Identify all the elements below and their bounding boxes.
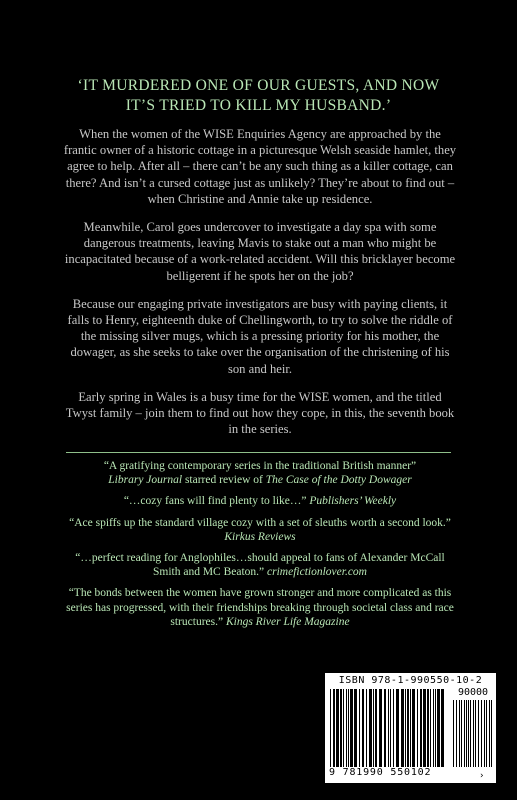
review-2 (62, 494, 458, 508)
barcode-bar (491, 700, 492, 767)
review-quote: “…perfect reading for Anglophiles…should appeal to fans of Alexander McCall Smith and MC Beaton.” (75, 552, 445, 579)
barcode-bar (484, 700, 485, 767)
barcode-bar (348, 689, 349, 767)
review-3 (62, 516, 458, 544)
barcode-bar (393, 689, 394, 767)
barcode-bar (369, 689, 372, 767)
review-1 (62, 459, 458, 487)
price-code: 90000 (457, 687, 489, 698)
ean-digits: 9 781990 550102 (329, 767, 432, 778)
barcode-bar (430, 689, 431, 767)
review-source: Kirkus Reviews (224, 530, 296, 543)
tagline-line-2: IT’S TRIED TO KILL MY HUSBAND.’ (125, 97, 392, 114)
barcode-bar (401, 689, 404, 767)
barcode-bar (420, 689, 422, 767)
barcode-bar (379, 689, 382, 767)
barcode-bar (366, 689, 367, 767)
barcode-bars (329, 689, 447, 767)
isbn-barcode (325, 673, 496, 783)
barcode-bar (410, 689, 411, 767)
review-quote: “The bonds between the women have grown stronger and more complicated as this series has progressed, with their friendships breaking through societal class and race structures.” (66, 587, 454, 628)
barcode-bar (478, 700, 479, 767)
review-5 (62, 586, 458, 629)
barcode-bar (346, 689, 347, 767)
barcode-bar (343, 689, 344, 767)
barcode-bar (473, 700, 474, 767)
blurb-paragraph-1: When the women of the WISE Enquiries Agency are approached by the frantic owner of a historic cottage in a picturesque Welsh seaside hamlet, they agree to help. After all – there can’t be any such thing as a killer cottage, can there? And isn’t a cursed cottage just as unlikely? They’re about to find out – when Christine and Annie take up residence. (63, 127, 457, 206)
barcode-bar (407, 689, 409, 767)
barcode-bar (384, 689, 386, 767)
review-book-title: The Case of the Dotty Dowager (265, 474, 412, 487)
review-middle: starred review of (182, 474, 266, 487)
barcode-bar (359, 689, 360, 767)
barcode-bar (481, 700, 482, 767)
review-quote: “…cozy fans will find plenty to like…” (123, 495, 310, 508)
barcode-bar (461, 700, 462, 767)
barcode-bar (388, 689, 389, 767)
barcode-bar (417, 689, 418, 767)
barcode-bar (433, 689, 434, 767)
tagline (0, 76, 517, 116)
barcode-bar (466, 700, 467, 767)
barcode-bar (375, 689, 377, 767)
barcode-bar (354, 689, 357, 767)
review-source: Publishers’ Weekly (309, 495, 397, 508)
barcode-bar (405, 689, 406, 767)
arrow-icon: › (480, 771, 484, 781)
barcode-bar (475, 700, 476, 767)
barcode-bar (340, 689, 342, 767)
barcode-bar (427, 689, 429, 767)
review-4 (62, 551, 458, 579)
barcode-bar (435, 689, 436, 767)
barcode-bar (362, 689, 364, 767)
barcode-bar (350, 689, 353, 767)
barcode-bar (423, 689, 426, 767)
barcode-bar (489, 700, 490, 767)
review-source: Library Journal (108, 474, 183, 487)
barcode-bar (330, 689, 331, 767)
barcode-bar (486, 700, 487, 767)
barcode-bar (390, 689, 391, 767)
review-source: crimefictionlover.com (267, 566, 367, 579)
blurb (62, 126, 458, 449)
barcode-bar (333, 689, 335, 767)
review-quote: “Ace spiffs up the standard village cozy with a set of sleuths worth a second look.” (69, 516, 451, 529)
barcode-bar (453, 700, 454, 767)
divider (66, 452, 451, 453)
isbn-label: ISBN 978-1-990550-10-2 (338, 675, 483, 686)
barcode-bar (437, 689, 440, 767)
reviews (62, 459, 458, 636)
barcode-bar (464, 700, 465, 767)
blurb-paragraph-2: Meanwhile, Carol goes undercover to investigate a day spa with some dangerous treatments, leaving Mavis to stake out a man who might be incapacitated because of a work-related accident. Will this bricklayer become belligerent if he spots her on the job? (64, 220, 456, 283)
barcode-bar (336, 689, 339, 767)
tagline-line-1: ‘IT MURDERED ONE OF OUR GUESTS, AND NOW (77, 77, 440, 94)
barcode-bar (468, 700, 469, 767)
barcode-bar (470, 700, 471, 767)
blurb-paragraph-4: Early spring in Wales is a busy time for the WISE women, and the titled Twyst family – join them to find out how they cope, in this, the seventh book in the series. (65, 389, 455, 437)
blurb-paragraph-3: Because our engaging private investigators are busy with paying clients, it falls to Henry, eighteenth duke of Chellingworth, to try to solve the riddle of the missing silver mugs, which is a pressing priority for his mother, the dowager, as she seeks to take over the organisation of the christening of his son and heir. (67, 296, 453, 376)
price-barcode-bars (452, 700, 494, 767)
barcode-bar (396, 689, 399, 767)
barcode-bar (459, 700, 460, 767)
barcode-bar (441, 689, 444, 767)
barcode-bar (412, 689, 415, 767)
barcode-bar (456, 700, 457, 767)
review-source: Kings River Life Magazine (225, 615, 350, 628)
barcode-bar (373, 689, 374, 767)
review-quote: “A gratifying contemporary series in the traditional British manner” (103, 460, 417, 472)
